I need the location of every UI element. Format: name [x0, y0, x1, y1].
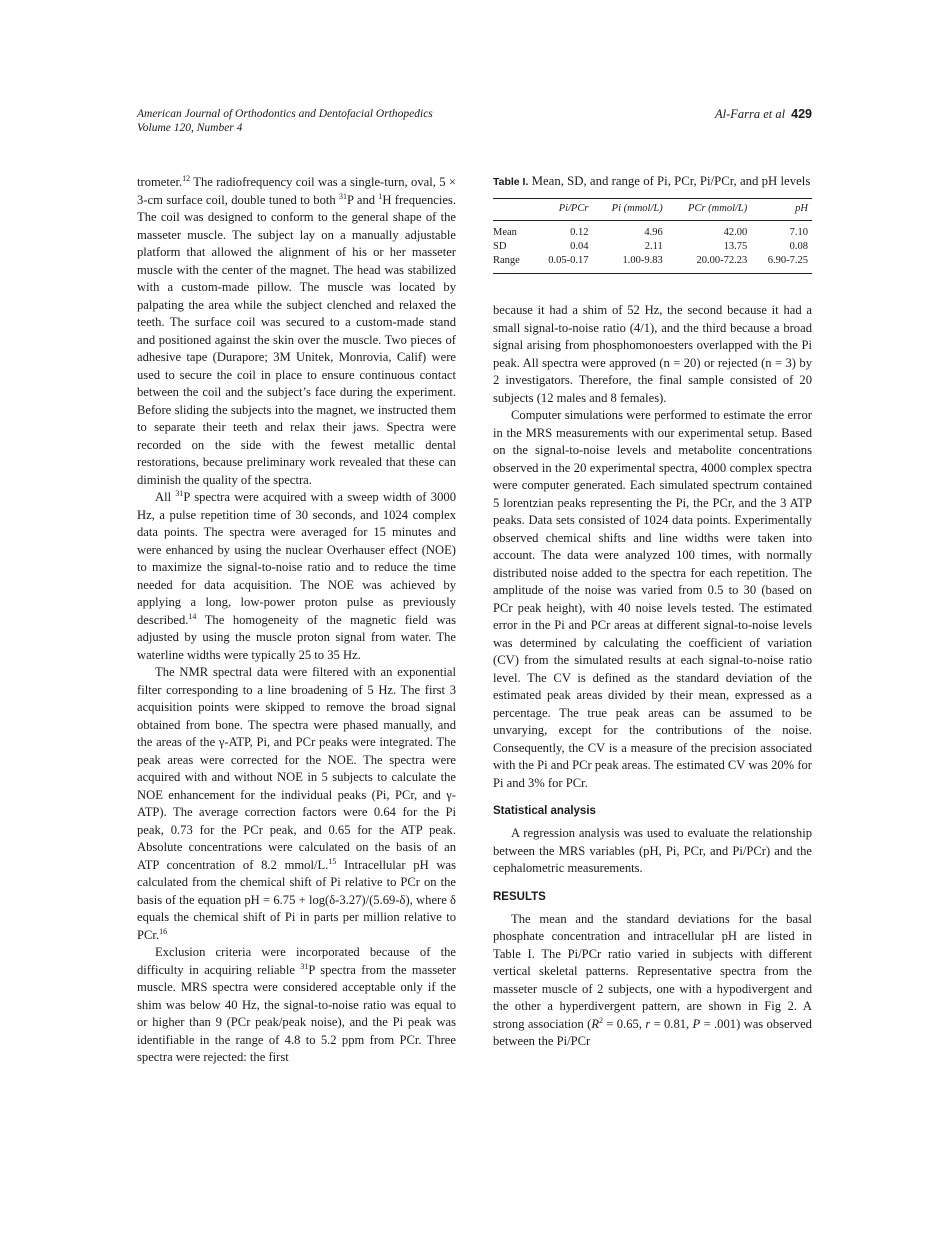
left-column: [137, 174, 456, 1067]
paragraph-regression: A regression analysis was used to evaluate the relationship between the MRS variables (pH, Pi, PCr, and Pi/PCr) and the cephalometric measurements.: [493, 826, 812, 875]
paragraph-rejections: because it had a shim of 52 Hz, the second because it had a small signal-to-noise ratio (4/1), and the third because a broad signal arising from phosphomonoesters overlapped with the Pi peak. All spectra were approved (n = 20) or rejected (n = 3) by 2 investigators. Therefore, the final sample consisted of 20 subjects (12 males and 8 females).: [493, 303, 812, 405]
paragraph-coil: trometer.$^{12}$ The radiofrequency coil was a single-turn, oval, 5 × 3-cm surface coil, double tuned to both $^{31}$P and $^1$H frequencies. The coil was designed to conform to the general shape of the masseter muscle. The subject lay on a manually adjustable platform that allowed the alignment of his or her masseter muscle with the center of the magnet. The head was stabilized with a custom-made pillow. The muscle was located by palpating the area while the subject clenched and relaxed the teeth. The surface coil was secured to a custom-made stand and positioned against the skin over the muscle. Two pieces of adhesive tape (Durapore; 3M Unitek, Monrovia, Calif) were used to secure the coil in place to ensure continuous contact between the coil and the subject’s face during the experiment. Before sliding the subjects into the magnet, we instructed them to separate their teeth and relax their jaws. Spectra were recorded on the side with the fewest metallic dental restorations, because preliminary work revealed that these can diminish the quality of the spectra.: [137, 174, 456, 487]
heading-results: RESULTS: [493, 890, 546, 903]
journal-volume: Volume 120, Number 4: [137, 122, 243, 134]
table-row: Range 0.05-0.17 1.00-9.83 20.00-72.23 6.90-7.25: [493, 255, 808, 266]
journal-title: American Journal of Orthodontics and Dentofacial Orthopedics: [137, 108, 433, 120]
running-header-right: [715, 107, 812, 122]
paragraph-acquisition: All $^{31}$P spectra were acquired with a sweep width of 3000 Hz, a pulse repetition time of 30 seconds, and 1024 complex data points. The spectra were averaged for 15 minutes and were enhanced by using the nuclear Overhauser effect (NOE) to maximize the signal-to-noise ratio and to reduce the time needed for data acquisition. The NOE was achieved by applying a long, low-power proton pulse as previously described.$^{14}$ The homogeneity of the magnetic field was adjusted by using the muscle proton signal from water. The waterline widths were typically 25 to 35 Hz.: [137, 489, 456, 662]
right-column: [493, 174, 812, 1051]
page-number: 429: [791, 107, 812, 121]
table-row: Mean 0.12 4.96 42.00 7.10: [493, 227, 808, 238]
table-row: SD 0.04 2.11 13.75 0.08: [493, 241, 808, 252]
table-phosphate-levels: [493, 198, 812, 274]
paragraph-exclusion-criteria: Exclusion criteria were incorporated because of the difficulty in acquiring reliable $^{31}$P spectra from the masseter muscle. MRS spectra were considered acceptable only if the shim was below 40 Hz, the signal-to-noise ratio was equal to or higher than 9 (PCr peak/peak noise), and the Pi peak was identifiable in the range of 4.8 to 5.2 ppm from PCr. Three spectra were rejected: the first: [137, 945, 456, 1064]
author-names: Al-Farra et al: [715, 107, 786, 121]
heading-statistical-analysis: Statistical analysis: [493, 805, 596, 817]
table-caption: Table I. Mean, SD, and range of Pi, PCr, Pi/PCr, and pH levels: [493, 174, 811, 188]
paragraph-simulations: Computer simulations were performed to estimate the error in the MRS measurements with our experimental setup. Based on the signal-to-noise levels and metabolite concentrations observed in the 20 experimental spectra, 4000 complex spectra were computer generated. Each simulated spectrum contained 5 lorentzian peaks representing the Pi, the PCr, and the 3 ATP peaks. Data sets consisted of 1024 data points. Experimentally observed chemical shifts and line widths were taken into account. The data were analyzed 100 times, with normally distributed noise added to the spectra for each repetition. The amplitude of the noise was varied from 0.5 to 30 (based on PCr peak height), with 40 noise levels tested. The estimated error in the Pi and PCr areas at different signal-to-noise levels was determined by calculating the coefficient of variation (CV) from the simulated results at each signal-to-noise ratio level. The CV is defined as the standard deviation of the estimated peak areas divided by their mean, expressed as a percentage. The true peak areas can be assumed to be unvarying, except for the contributions of the noise. Consequently, the CV is a measure of the precision associated with the Pi and PCr peak areas. The estimated CV was 20% for Pi and 3% for PCr.: [493, 408, 812, 790]
paragraph-nmr-processing: The NMR spectral data were filtered with an exponential filter corresponding to a line broadening of 5 Hz. The first 3 acquisition points were skipped to remove the broad signal obtained from bone. The spectra were phased manually, and the areas of the γ-ATP, Pi, and PCr peaks were integrated. The peak areas were corrected for the NOE. The spectra were acquired with and without NOE in 5 subjects to calculate the NOE enhancement for the individual peaks (Pi, PCr, and γ-ATP). The average correction factors were 0.64 for the Pi peak, 0.73 for the PCr peak, and 0.65 for the ATP peak. Absolute concentrations were calculated on the basis of an ATP concentration of 8.2 mmol/L.$^{15}$ Intracellular pH was calculated from the chemical shift of Pi relative to PCr on the basis of the equation pH = 6.75 + log(δ-3.27)/(5.69-δ), where δ equals the chemical shift of Pi in parts per million relative to PCr.$^{16}$: [137, 665, 457, 942]
table-label: Table I.: [493, 176, 529, 188]
running-header-left: [137, 107, 433, 135]
table-header-row: Pi/PCr Pi (mmol/L) PCr (mmol/L) pH: [493, 199, 812, 221]
paragraph-results: The mean and the standard deviations for the basal phosphate concentration and intracellular pH are listed in Table I. The Pi/PCr ratio varied in subjects with different vertical skeletal patterns. Representative spectra from the masseter muscle of 2 subjects, one with a hypodivergent and the other a hyperdivergent pattern, are shown in Fig 2. A strong association ($R^2 = 0.65$, r = 0.81, P = .001) was observed between the Pi/PCr: [493, 911, 812, 1048]
